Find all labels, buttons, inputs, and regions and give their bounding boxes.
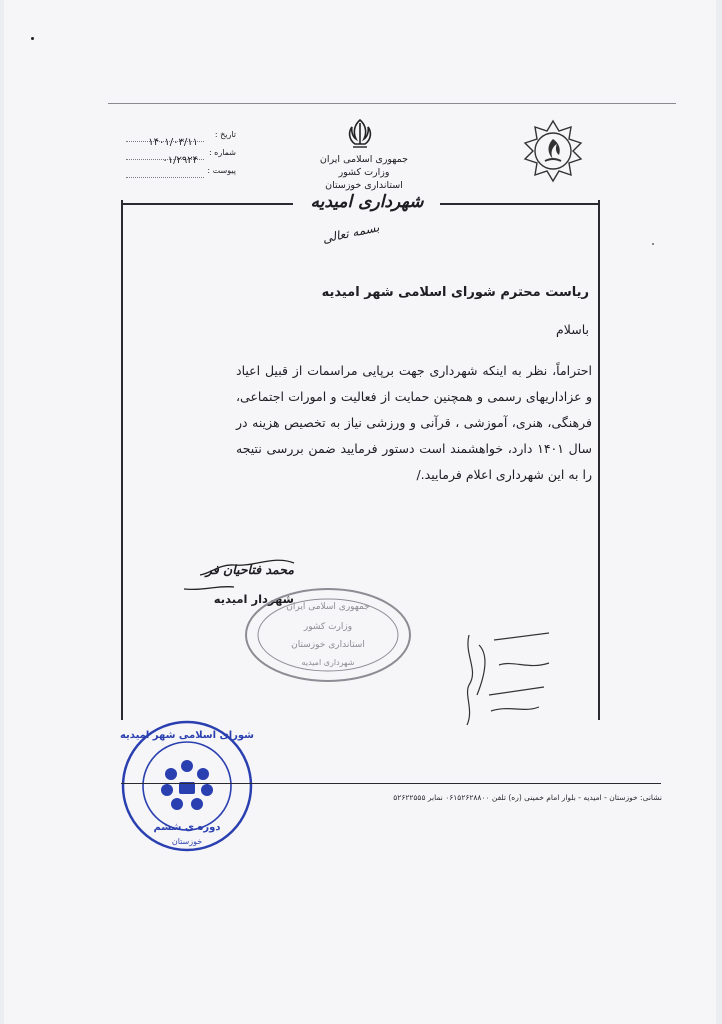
council-stamp	[119, 718, 255, 854]
svg-text:شورای اسلامی شهر امیدیه: شورای اسلامی شهر امیدیه	[119, 730, 255, 741]
svg-text:شهرداری امیدیه: شهرداری امیدیه	[301, 658, 355, 667]
municipality-stamp	[242, 585, 414, 685]
number-value: ۰۱/۲۹۲۴	[162, 155, 198, 166]
signer-title: شهردار امیدیه	[213, 592, 294, 606]
municipality-logo-icon	[519, 117, 587, 185]
iran-emblem-icon	[344, 117, 376, 151]
footer-rule	[121, 783, 661, 784]
province-office-text: استانداری خوزستان	[325, 180, 403, 191]
ink-speck	[31, 37, 34, 40]
svg-text:وزارت کشور: وزارت کشور	[303, 622, 353, 632]
frame-top-right	[440, 203, 600, 205]
municipality-title: شهرداری امیدیه	[310, 192, 424, 212]
svg-text:استانداری خوزستان: استانداری خوزستان	[291, 640, 365, 650]
handwritten-note	[449, 615, 559, 735]
header-rule	[108, 103, 676, 104]
svg-text:جمهوری اسلامی ایران: جمهوری اسلامی ایران	[286, 602, 370, 612]
greeting: باسلام	[556, 322, 589, 337]
footer-address: نشانی: خوزستان - امیدیه - بلوار امام خمینی (ره) تلفن ۰۶۱۵۲۶۲۸۸۰۰ نمابر ۵۲۶۲۲۵۵۵	[393, 793, 662, 802]
ink-speck	[652, 243, 654, 245]
svg-text:دوره ی ششم: دوره ی ششم	[153, 822, 221, 833]
svg-text:خوزستان: خوزستان	[171, 837, 203, 846]
republic-text: جمهوری اسلامی ایران	[319, 154, 409, 165]
frame-right	[598, 200, 600, 720]
attachment-label: پیوست :	[207, 166, 236, 175]
attachment-field	[126, 155, 236, 178]
ministry-text: وزارت کشور	[338, 167, 390, 178]
signer-name: محمد فتاحیان فر	[205, 562, 294, 577]
addressee: ریاست محترم شورای اسلامی شهر امیدیه	[321, 285, 589, 300]
letter-body: احتراماً، نظر به اینکه شهرداری جهت برپایی مراسمات از قبیل اعیاد و عزاداریهای رسمی و همچنین حمایت از فعالیت و امورات اجتماعی، فرهنگی، هنری، آموزشی ، قرآنی و ورزشی نیاز به تخصیص هزینه در سال ۱۴۰۱ دارد، خواهشمند است دستور فرمایید ضمن بررسی نتیجه را به این شهرداری اعلام فرمایید./	[236, 363, 592, 482]
date-label: تاریخ :	[214, 130, 236, 139]
number-label: شماره :	[208, 148, 236, 157]
frame-left	[121, 200, 123, 720]
invocation-text: بسمه تعالی	[321, 220, 381, 246]
date-value: ۱۴۰۱/۰۳/۱۱	[148, 137, 198, 148]
frame-top-left	[121, 203, 293, 205]
letter-page	[4, 0, 716, 1024]
